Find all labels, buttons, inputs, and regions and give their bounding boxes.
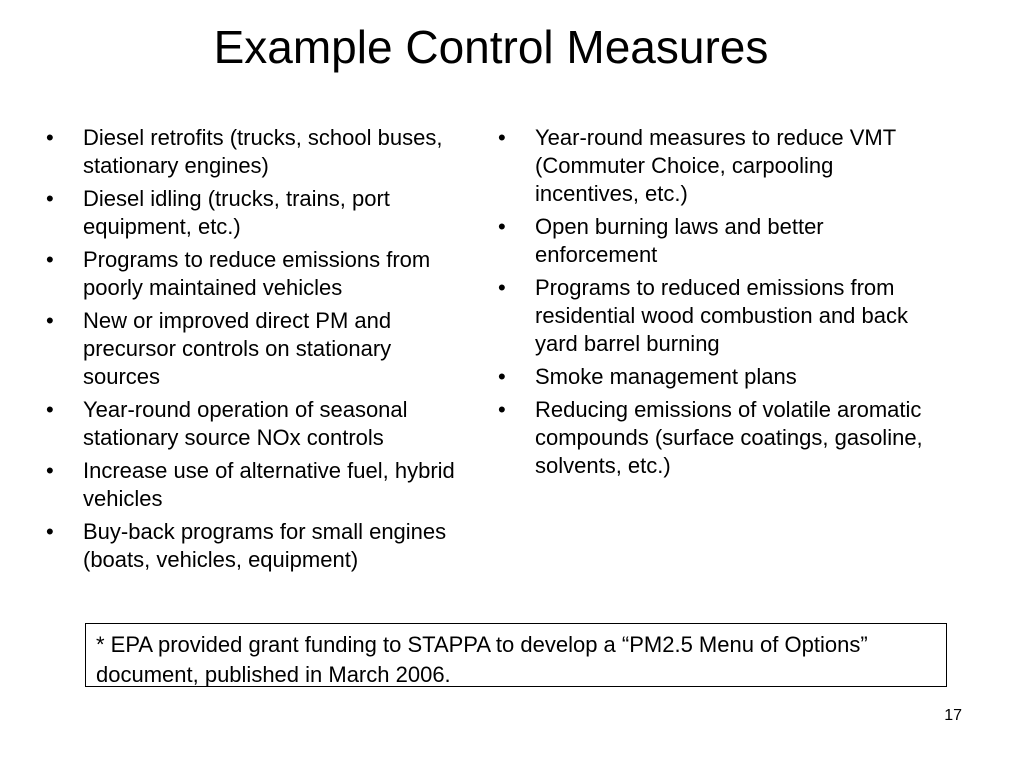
bullet-marker: • bbox=[46, 397, 54, 422]
bullet-text: Smoke management plans bbox=[535, 364, 797, 389]
bullet-marker: • bbox=[498, 364, 506, 389]
bullet-item bbox=[498, 274, 923, 358]
bullet-marker: • bbox=[46, 308, 54, 333]
bullet-item bbox=[46, 457, 466, 513]
bullet-text: Year-round operation of seasonal stationary source NOx controls bbox=[83, 397, 408, 450]
bullet-text: Year-round measures to reduce VMT (Commuter Choice, carpooling incentives, etc.) bbox=[535, 125, 896, 206]
bullet-item bbox=[46, 246, 466, 302]
bullet-item bbox=[498, 213, 923, 269]
bullet-marker: • bbox=[46, 125, 54, 150]
bullet-item bbox=[498, 396, 923, 480]
right-bullet-list bbox=[498, 124, 923, 485]
slide-title: Example Control Measures bbox=[213, 21, 769, 73]
bullet-text: Diesel retrofits (trucks, school buses, stationary engines) bbox=[83, 125, 443, 178]
bullet-marker: • bbox=[46, 247, 54, 272]
footnote-text: * EPA provided grant funding to STAPPA to develop a “PM2.5 Menu of Options” document, published in March 2006. bbox=[96, 632, 868, 687]
page-number: 17 bbox=[944, 707, 962, 724]
bullet-text: Reducing emissions of volatile aromatic compounds (surface coatings, gasoline, solvents, etc.) bbox=[535, 397, 923, 478]
bullet-marker: • bbox=[498, 397, 506, 422]
bullet-marker: • bbox=[46, 519, 54, 544]
bullet-text: Open burning laws and better enforcement bbox=[535, 214, 824, 267]
bullet-item bbox=[46, 185, 466, 241]
footnote-box bbox=[85, 623, 947, 687]
bullet-text: Buy-back programs for small engines (boats, vehicles, equipment) bbox=[83, 519, 447, 572]
bullet-marker: • bbox=[498, 275, 506, 300]
bullet-text: New or improved direct PM and precursor controls on stationary sources bbox=[83, 308, 392, 389]
bullet-item bbox=[498, 363, 923, 391]
bullet-item bbox=[46, 307, 466, 391]
bullet-marker: • bbox=[46, 458, 54, 483]
bullet-marker: • bbox=[498, 214, 506, 239]
bullet-item bbox=[46, 124, 466, 180]
left-bullet-list bbox=[46, 124, 466, 579]
bullet-text: Programs to reduced emissions from residential wood combustion and back yard barrel burning bbox=[535, 275, 909, 356]
bullet-text: Increase use of alternative fuel, hybrid vehicles bbox=[83, 458, 455, 511]
bullet-item bbox=[46, 518, 466, 574]
bullet-text: Programs to reduce emissions from poorly maintained vehicles bbox=[83, 247, 431, 300]
bullet-marker: • bbox=[498, 125, 506, 150]
bullet-text: Diesel idling (trucks, trains, port equipment, etc.) bbox=[83, 186, 390, 239]
bullet-item bbox=[46, 396, 466, 452]
bullet-item bbox=[498, 124, 923, 208]
bullet-marker: • bbox=[46, 186, 54, 211]
